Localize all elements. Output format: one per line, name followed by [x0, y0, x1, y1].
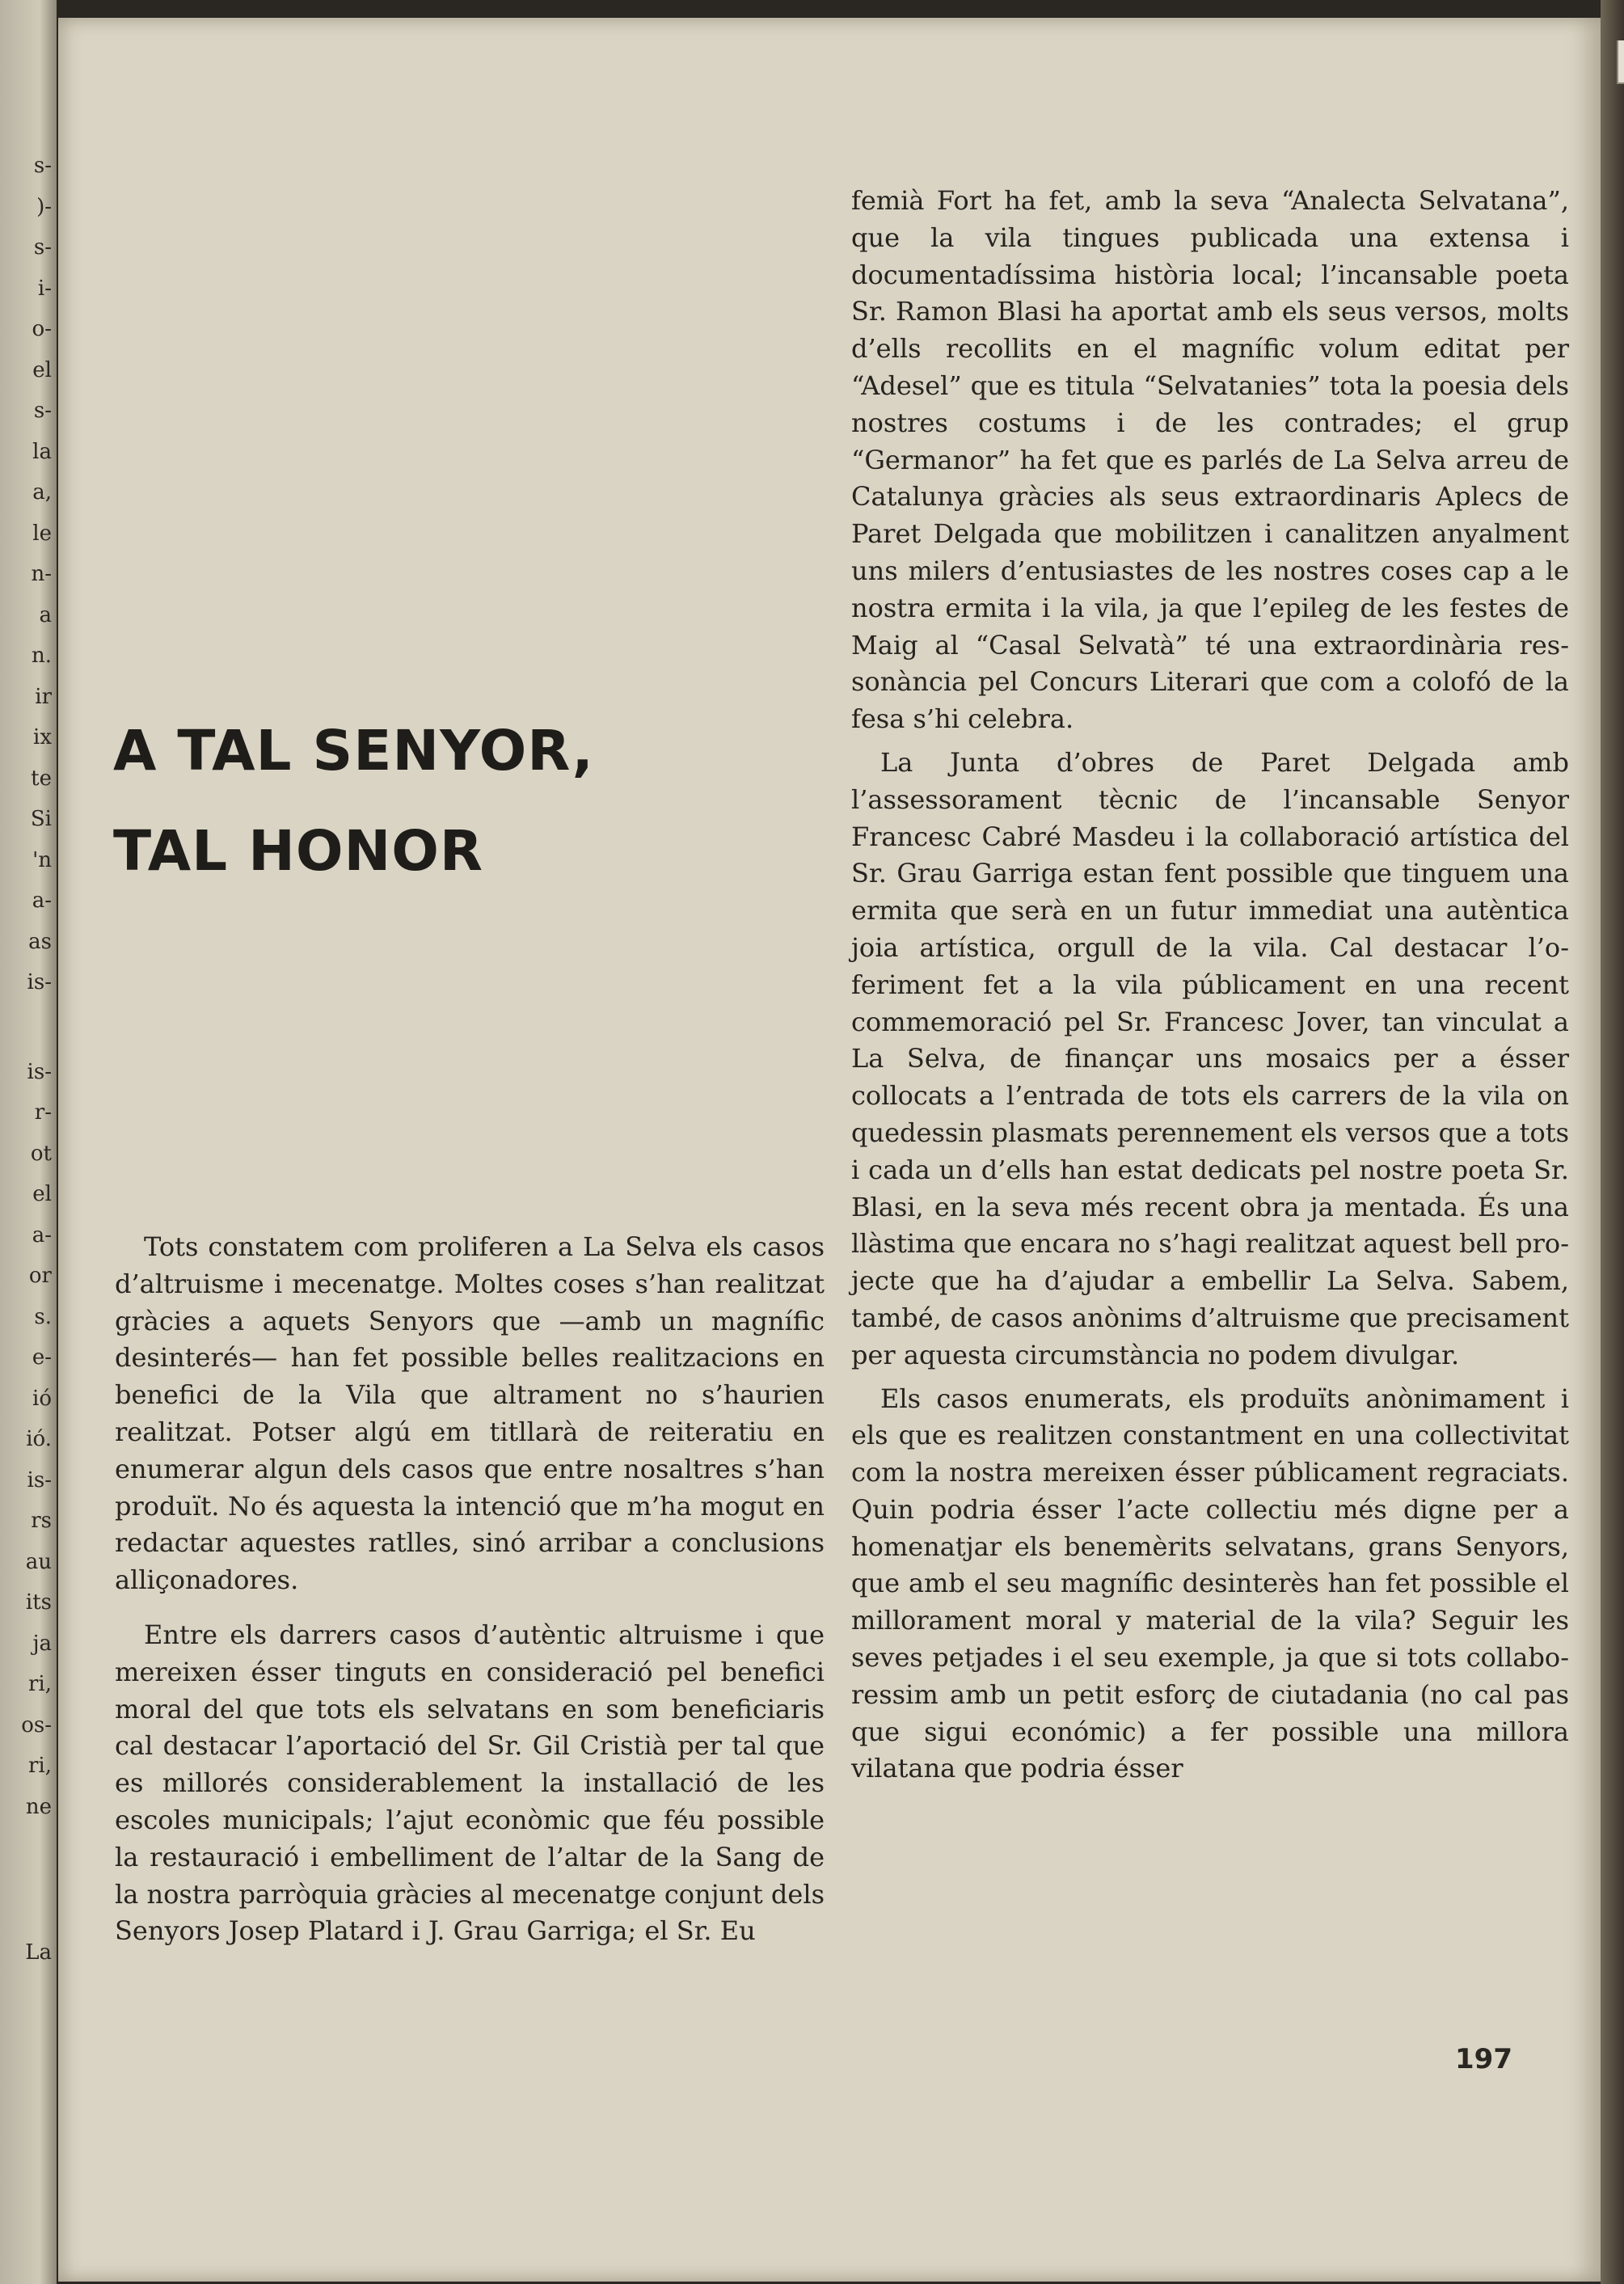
previous-page-text-fragment: ot: [30, 1141, 52, 1166]
paragraph-4: Els casos enumerats, els produïts anònimament i els que es realitzen constantment en una collectivitat com la nostra mereixen ésser públicament regraciats. Quin podria ésser l’acte collectiu més digne per a homenatjar els benemèrits selvatans, grans Senyors, que amb el seu magnífic desinterès han fet possible el millorament moral y material de la vila? Seguir les seves petjades i el seu exemple, ja que si tots collaboressim amb un petit esforç de ciutadania (no cal pas que sigui económic) a fer possible una millora vilatana que podria ésser: [851, 1383, 1569, 1784]
previous-page-text-fragment: is-: [27, 1467, 52, 1492]
previous-page-text-fragment: a-: [32, 1222, 52, 1248]
previous-page-text-fragment: a,: [32, 480, 52, 505]
left-text-column: [115, 1229, 825, 1950]
previous-page-text-fragment: as: [28, 929, 52, 954]
previous-page-margin: [0, 0, 57, 2284]
previous-page-text-fragment: la: [32, 439, 52, 464]
previous-page-text-fragment: i-: [37, 276, 52, 301]
previous-page-text-fragment: ne: [25, 1794, 52, 1819]
right-text-column: [851, 183, 1569, 1788]
previous-page-text-fragment: ja: [32, 1631, 52, 1656]
previous-page-text-fragment: La: [25, 1940, 52, 1965]
previous-page-text-fragment: n-: [31, 562, 52, 586]
previous-page-text-fragment: a: [39, 602, 52, 627]
previous-page-text-fragment: its: [25, 1590, 52, 1615]
previous-page-text-fragment: is-: [27, 970, 52, 994]
previous-page-text-fragment: s-: [33, 154, 52, 178]
previous-page-text-fragment: ix: [33, 725, 52, 749]
previous-page-text-fragment: Si: [30, 807, 52, 831]
magazine-page: [58, 18, 1601, 2282]
previous-page-text-fragment: el: [32, 1182, 52, 1206]
previous-page-text-fragment: n.: [31, 644, 52, 668]
previous-page-text-fragment: el: [32, 357, 52, 382]
page-corner-mark: [1617, 40, 1624, 84]
previous-page-text-fragment: 'n: [32, 847, 52, 872]
previous-page-text-fragment: o-: [32, 317, 52, 341]
previous-page-text-fragment: te: [31, 766, 52, 791]
previous-page-text-fragment: a-: [32, 889, 52, 913]
previous-page-text-fragment: le: [32, 521, 52, 546]
previous-page-text-fragment: ió: [32, 1386, 52, 1411]
paragraph-2: Entre els darrers casos d’autèntic altruisme i que mereixen ésser tinguts en consideració pel benefici moral del que tots els selvatans en som beneficiaris cal destacar l’aportació del Sr. Gil Cristià per tal que es millorés considerablement la installació de les escoles municipals; l’ajut econòmic que féu possible la restauració i embelliment de l’altar de la Sang de la nostra parròquia gràcies al mecenatge conjunt dels Senyors Josep Platard i J. Grau Garriga; el Sr. Eu: [115, 1619, 825, 1947]
previous-page-text-fragment: au: [25, 1549, 52, 1574]
previous-page-text-fragment: s-: [33, 399, 52, 423]
paragraph-continued: femià Fort ha fet, amb la seva “Analecta Selvatana”, que la vila tingues publicada una extensa i documentadíssima història local; l’incansable poeta Sr. Ramon Blasi ha aportat amb els seus versos, molts d’ells recollits en el magnífic volum editat per “Adesel” que es titula “Selvatanies” tota la poesia dels nostres costums i de les contrades; el grup “Germanor” ha fet que es parlés de La Selva arreu de Catalunya gràcies als seus extraordinaris Aplecs de Paret Delgada que mobilitzen i canalitzen anyalment uns milers d’entusiastes de les nostres coses cap a le nostra ermita i la vila, ja que l’epileg de les festes de Maig al “Casal Selvatà” té una extraordinària ressonància pel Concurs Literari que com a colofó de la fesa s’hi celebra.: [851, 185, 1569, 735]
previous-page-text-fragment: r-: [34, 1100, 52, 1125]
previous-page-text-fragment: ri,: [27, 1672, 52, 1696]
previous-page-text-fragment: e-: [32, 1345, 52, 1370]
previous-page-text-fragment: ri,: [27, 1754, 52, 1778]
previous-page-text-fragment: )-: [36, 194, 52, 219]
previous-page-text-fragment: rs: [31, 1509, 52, 1533]
previous-page-text-fragment: is-: [27, 1059, 52, 1084]
previous-page-text-fragment: ir: [35, 684, 52, 709]
heading-line-1: A TAL SENYOR,: [113, 719, 594, 783]
heading-line-2: TAL HONOR: [113, 819, 484, 884]
paragraph-3: La Junta d’obres de Paret Delgada amb l’assessorament tècnic de l’incansable Senyor Francesc Cabré Masdeu i la collaboració artística del Sr. Grau Garriga estan fent possible que tinguem una ermita que serà en un futur immediat una autèntica joia artística, orgull de la vila. Cal destacar l’oferiment fet a la vila públicament en una recent commemoració pel Sr. Francesc Jover, tan vinculat a La Selva, de finançar uns mosaics per a ésser collocats a l’entrada de tots els carrers de la vila on quedessin plasmats perennement els versos que a tots i cada un d’ells han estat dedicats pel nostre poeta Sr. Blasi, en la seva més recent obra ja mentada. És una llàstima que encara no s’hagi realitzat aquest bell projecte que ha d’ajudar a embellir La Selva. Sabem, també, de casos anònims d’altruisme que precisament per aquesta circumstància no podem divulgar.: [851, 746, 1569, 1370]
previous-page-text-fragment: s.: [34, 1304, 52, 1329]
previous-page-text-fragment: s-: [33, 235, 52, 260]
page-edge-shadow: [1601, 0, 1624, 2284]
previous-page-text-fragment: ió.: [26, 1427, 52, 1451]
previous-page-text-fragment: or: [28, 1264, 52, 1288]
page-number: 197: [1455, 2043, 1512, 2075]
paragraph-1: Tots constatem com proliferen a La Selva els casos d’altruisme i mecenatge. Moltes coses s’han realitzat gràcies a aquets Senyors que —amb un magnífic desinterés— han fet possible belles realitzacions en benefici de la Vila que altrament no s’haurien realitzat. Potser algú em titllarà de reiteratiu en enumerar algun dels casos que entre nosaltres s’han produït. No és aquesta la intenció que m’ha mogut en redactar aquestes ratlles, sinó arribar a conclusions alliçonadores.: [115, 1231, 825, 1596]
article-heading: [113, 701, 594, 901]
previous-page-text-fragment: os-: [21, 1712, 52, 1737]
